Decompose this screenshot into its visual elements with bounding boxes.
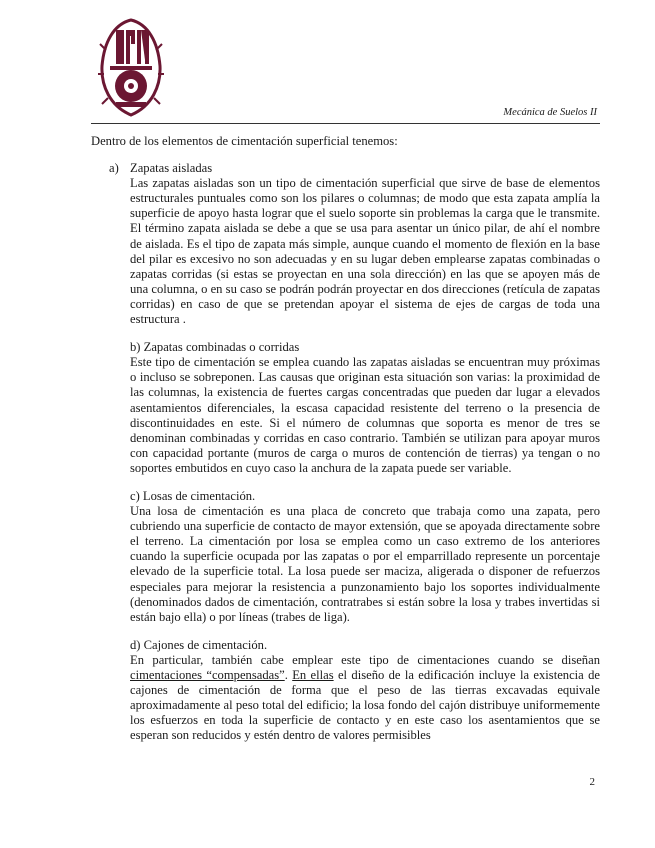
underlined-term: En ellas [292,668,334,682]
body-text-mid: . [284,668,293,682]
intro-paragraph: Dentro de los elementos de cimentación superficial tenemos: [91,134,398,148]
institution-logo [96,14,166,120]
section-body: Una losa de cimentación es una placa de concreto que trabaja como una zapata, pero cubriendo una superficie de contacto de mayor extensión, que se apoyada directamente sobre el terreno. La cimentación por losa se emplea como un caso extremo de los anteriores cuando la superficie ocupada por las zapatas o por el emparrillado represente un porcentaje elevado de la superficie total. La losa puede ser maciza, aligerada o disponer de refuerzos especiales para mejorar la resistencia a punzonamiento bajo los soportes individualmente (denominados dados de cimentación, contratrabes si están sobre la losa y trabes invertidas si están bajo ella) o por líneas (trabes de liga). [130,504,600,624]
page-number: 2 [589,776,595,788]
section-heading: Zapatas aisladas [130,161,213,176]
header-divider [91,123,600,124]
list-marker: a) [109,161,119,176]
body-text-end: el diseño de la edificación incluye la existencia de cajones de cimentación de forma que el peso de las tierras excavadas equivale aproximadamente al peso total del edificio; la losa fondo del cajón distribuye uniformemente los esfuerzos en toda la superficie de contacto y en este caso los asentamientos que se esperan son reducidos y estén dentro de valores permisibles [130,668,600,743]
section-losas-cimentacion [130,489,600,625]
section-body: Este tipo de cimentación se emplea cuando las zapatas aisladas se encuentran muy próximas o incluso se sobreponen. Las causas que originan esta situación son varias: la proximidad de las columnas, la existencia de fuertes cargas concentradas que pueden dar lugar a elevados asentamientos diferenciales, la escasa capacidad resistente del terreno o la presencia de discontinuidades en este. Si el número de columnas que soporta es menor de tres se denominan combinadas y corridas en caso contrario. También se utilizan para apoyar muros con capacidad portante (muros de carga o muros de contención de tierras) ya tengan o no soportes embutidos en cuyo caso la anchura de la zapata puede ser variable. [130,355,600,475]
section-heading-row [109,161,600,176]
section-cajones-cimentacion [130,638,600,744]
section-heading: c) Losas de cimentación. [130,488,256,503]
body-text-start: En particular, también cabe emplear este tipo de cimentaciones cuando se diseñan [130,652,600,667]
ipn-logo-icon [96,14,166,120]
section-body [130,653,600,744]
document-body [91,134,600,756]
section-heading: d) Cajones de cimentación. [130,637,268,652]
section-zapatas-aisladas [109,161,600,327]
section-heading: b) Zapatas combinadas o corridas [130,340,300,355]
section-zapatas-combinadas [130,340,600,476]
header-title: Mecánica de Suelos II [503,107,597,118]
underlined-term: cimentaciones “compensadas” [130,668,285,682]
section-body: Las zapatas aisladas son un tipo de cimentación superficial que sirve de base de elementos estructurales puntuales como son los pilares o columnas; de modo que esta zapata amplía la superficie de apoyo hasta lograr que el suelo soporte sin problemas la carga que le transmite. El término zapata aislada se debe a que se usa para asentar un único pilar, de ahí el nombre de aislada. Es el tipo de zapata más simple, aunque cuando el momento de flexión en la base del pilar es excesivo no son adecuadas y en su lugar deben emplearse zapatas combinadas o zapatas corridas (si estas se proyectan en una sola dirección) en las que se apoyen más de una columna, o en su caso se podrán podrán proyectar en dos direcciones (retícula de zapatas corridas) en caso de que se pretendan apoyar el sistema de ejes de cargas de toda una estructura . [130,176,600,327]
